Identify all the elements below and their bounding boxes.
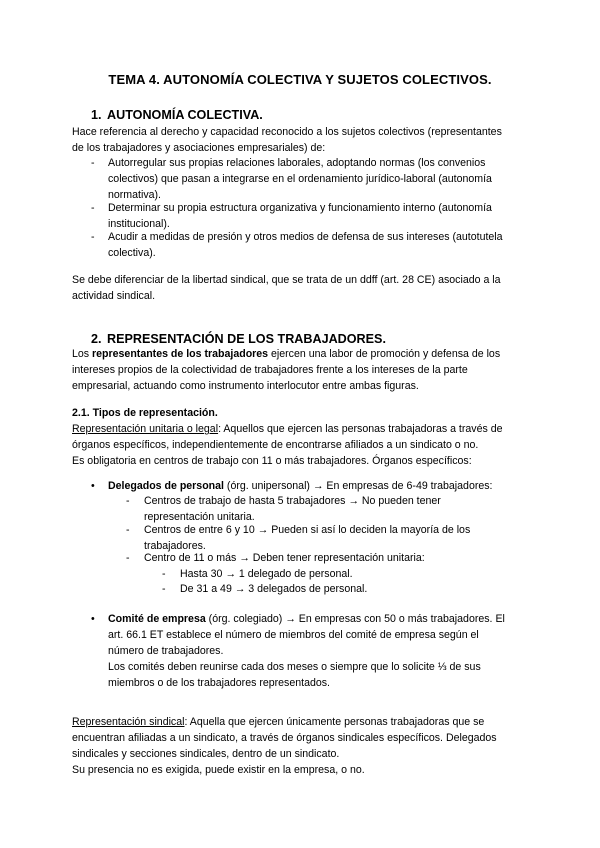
sindical-block	[72, 714, 532, 778]
comite-line: Los comités deben reunirse cada dos meses o siempre que lo solicite ⅓ de sus	[108, 661, 481, 673]
item-line: Centros de entre 6 y 10 → Pueden si así lo deciden la mayoría de los	[144, 524, 471, 536]
section-1-title: AUTONOMÍA COLECTIVA.	[107, 108, 263, 122]
comite-line-text: (órg. colegiado) → En empresas con 50 o más trabajadores. El	[205, 613, 505, 625]
note-line: actividad sindical.	[72, 290, 156, 302]
bullet-line: Autorregular sus propias relaciones laborales, adoptando normas (los convenios	[108, 157, 486, 169]
item-line: representación unitaria.	[144, 511, 255, 523]
delegados-text: (órg. unipersonal) → En empresas de 6-49 trabajadores:	[223, 480, 493, 492]
item-line: Centros de trabajo de hasta 5 trabajadores → No pueden tener	[144, 495, 441, 507]
bullet-marker: -	[126, 552, 130, 564]
comite-line: art. 66.1 ET establece el número de miembros del comité de empresa según el	[108, 629, 479, 641]
sindical-text: : Aquella que ejercen únicamente personas trabajadoras que se	[184, 716, 485, 728]
item-line: Centro de 11 o más → Deben tener representación unitaria:	[144, 552, 425, 564]
comite-line: número de trabajadores.	[108, 645, 224, 657]
bullet-line: Determinar su propia estructura organizativa y funcionamiento interno (autonomía	[108, 202, 492, 214]
bullet-item	[108, 155, 538, 203]
bullet-marker: -	[91, 231, 95, 243]
bullet-item	[108, 229, 538, 261]
unitaria-label: Representación unitaria o legal	[72, 423, 219, 435]
comite-text	[108, 611, 538, 691]
unitaria-line: órganos específicos, independientemente de encontrarse afiliados a un sindicato o no.	[72, 439, 479, 451]
document-title: TEMA 4. AUTONOMÍA COLECTIVA Y SUJETOS COLECTIVOS.	[108, 72, 492, 87]
intro-line: empresarial, actuando como instrumento interlocutor entre ambas figuras.	[72, 380, 419, 392]
bullet-line: colectivos) que pasan a integrarse en el ordenamiento jurídico-laboral (autonomía	[108, 173, 492, 185]
bullet-marker: -	[126, 524, 130, 536]
section-2-title: REPRESENTACIÓN DE LOS TRABAJADORES.	[107, 332, 386, 346]
section-1-heading	[91, 107, 263, 123]
delegados-line	[108, 478, 538, 494]
section-2-intro	[72, 346, 532, 394]
delegados-subitem	[180, 566, 530, 582]
sindical-line: Su presencia no es exigida, puede existir en la empresa, o no.	[72, 764, 365, 776]
comite-label: Comité de empresa	[108, 613, 206, 625]
subitem-line: Hasta 30 → 1 delegado de personal.	[180, 568, 353, 580]
bullet-marker: -	[162, 568, 166, 580]
intro-bold-text: representantes de los trabajadores	[92, 348, 269, 360]
intro-line: Hace referencia al derecho y capacidad reconocido a los sujetos colectivos (representantes	[72, 126, 502, 138]
bullet-line: colectiva).	[108, 247, 156, 259]
bullet-dot-icon: •	[91, 480, 95, 492]
delegados-label: Delegados de personal	[108, 480, 224, 492]
bullet-line: institucional).	[108, 218, 170, 230]
sindical-line: encuentran afiliadas a un sindicato, a través de órganos sindicales específicos. Delegados	[72, 732, 497, 744]
intro-line: intereses propios de la colectividad de trabajadores frente a los intereses de la parte	[72, 364, 468, 376]
item-line: trabajadores.	[144, 540, 206, 552]
bullet-marker: -	[126, 495, 130, 507]
intro-text: ejercen una labor de promoción y defensa de los	[268, 348, 501, 360]
bullet-line: normativa).	[108, 189, 161, 201]
sindical-line	[72, 714, 532, 730]
delegados-item	[144, 550, 534, 566]
sindical-label: Representación sindical	[72, 716, 185, 728]
unitaria-line	[72, 421, 532, 437]
bullet-item	[108, 200, 538, 232]
section-2-number: 2.	[91, 332, 102, 346]
bullet-marker: -	[162, 583, 166, 595]
unitaria-text: : Aquellos que ejercen las personas trabajadoras a través de	[218, 423, 503, 435]
note-line: Se debe diferenciar de la libertad sindical, que se trata de un ddff (art. 28 CE) asociado a la	[72, 274, 501, 286]
bullet-line: Acudir a medidas de presión y otros medios de defensa de sus intereses (autotutela	[108, 231, 503, 243]
delegados-item	[144, 493, 534, 525]
section-1-number: 1.	[91, 108, 102, 122]
bullet-dot-icon: •	[91, 613, 95, 625]
unitaria-line: Es obligatoria en centros de trabajo con 11 o más trabajadores. Órganos específicos:	[72, 455, 472, 467]
section-1-intro	[72, 124, 532, 156]
sindical-line: sindicales y secciones sindicales, dentro de un sindicato.	[72, 748, 340, 760]
section-2-heading	[91, 331, 386, 347]
intro-line: de los trabajadores y asociaciones empresariales) de:	[72, 142, 326, 154]
subsection-title: 2.1. Tipos de representación.	[72, 407, 218, 419]
subsection-heading	[72, 405, 532, 421]
intro-text: Los	[72, 348, 93, 360]
intro-line	[72, 346, 532, 362]
bullet-marker: -	[91, 157, 95, 169]
section-1-note	[72, 272, 532, 304]
bullet-marker: -	[91, 202, 95, 214]
comite-line: miembros o de los trabajadores representados.	[108, 677, 330, 689]
subitem-line: De 31 a 49 → 3 delegados de personal.	[180, 583, 368, 595]
delegados-subitem	[180, 581, 530, 597]
subsection-2-1	[72, 405, 532, 469]
